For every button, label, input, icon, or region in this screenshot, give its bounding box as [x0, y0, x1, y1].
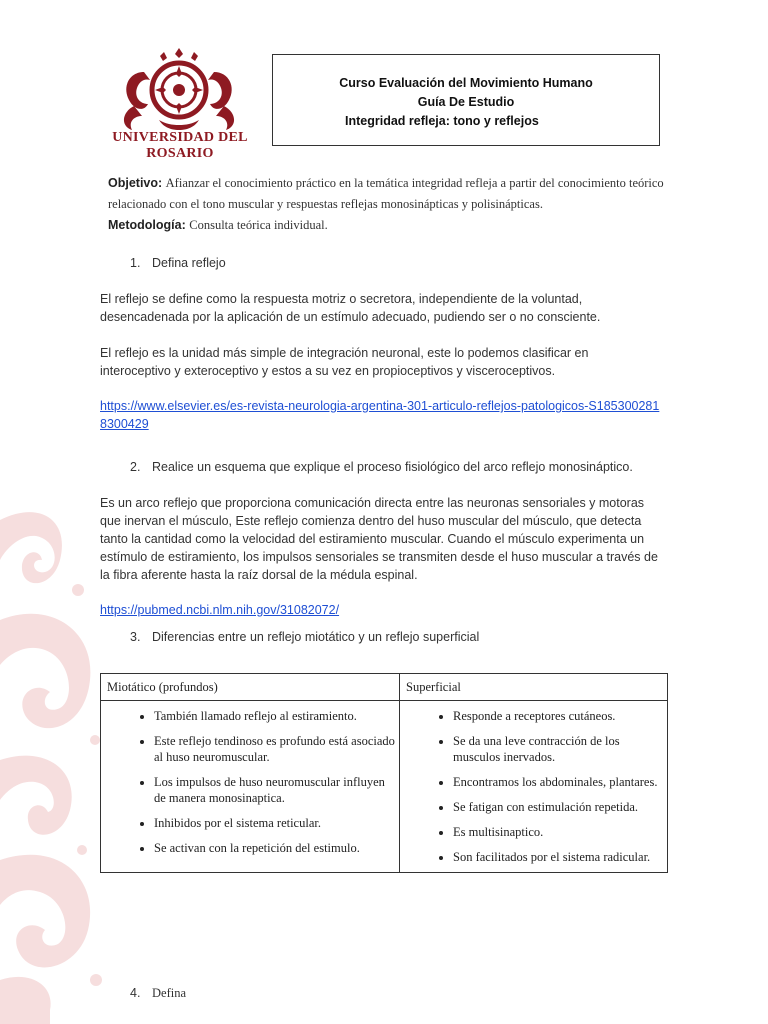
- course-header-box: [272, 54, 660, 146]
- question-4: [130, 986, 186, 1001]
- methodology-text: Consulta teórica individual.: [189, 218, 328, 232]
- table-header-miotatico: Miotático (profundos): [101, 674, 400, 701]
- objective-section: [108, 173, 668, 236]
- question-3-text: Diferencias entre un reflejo miotático y un reflejo superficial: [152, 630, 480, 644]
- decorative-ornament: [0, 480, 110, 1024]
- list-item: • Inhibidos por el sistema reticular.: [154, 815, 398, 831]
- superficial-list: [401, 708, 666, 865]
- list-item: • Son facilitados por el sistema radicular.: [453, 849, 666, 865]
- question-4-number: 4.: [130, 986, 141, 1000]
- question-2-text: Realice un esquema que explique el proceso fisiológico del arco reflejo monosináptico.: [152, 460, 633, 474]
- answer-1-paragraph-1: El reflejo se define como la respuesta motriz o secretora, independiente de la voluntad, desencadenada por la aplicación de un estímulo adecuado, pudiendo ser o no consciente.: [100, 292, 601, 324]
- question-2: [130, 460, 633, 474]
- question-3-number: 3.: [130, 630, 141, 644]
- question-1-text: Defina reflejo: [152, 256, 226, 270]
- answer-1-paragraph-2: El reflejo es la unidad más simple de integración neuronal, este lo podemos clasificar en interoceptivo y exteroceptivo y estos a su vez en propioceptivos y visceroceptivos.: [100, 346, 589, 378]
- list-item: • Se fatigan con estimulación repetida.: [453, 799, 666, 815]
- list-item: • Este reflejo tendinoso es profundo está asociado al huso neuromuscular.: [154, 733, 398, 765]
- answer-2-reference-link[interactable]: https://pubmed.ncbi.nlm.nih.gov/31082072/: [100, 603, 340, 617]
- table-header-row: [101, 674, 668, 701]
- question-1: [130, 256, 226, 270]
- question-2-number: 2.: [130, 460, 141, 474]
- objective-text: Afianzar el conocimiento práctico en la temática integridad refleja a partir del conocimiento teórico relacionado con el tono muscular y respuestas reflejas monosinápticas y polisinápticas.: [108, 176, 664, 211]
- list-item: • Se da una leve contracción de los musculos inervados.: [453, 733, 666, 765]
- university-name-logo-text: UNIVERSIDAD DEL ROSARIO: [112, 130, 248, 161]
- question-1-number: 1.: [130, 256, 141, 270]
- list-item: • Los impulsos de huso neuromuscular influyen de manera monosinaptica.: [154, 774, 398, 806]
- objective-label: Objetivo:: [108, 176, 163, 190]
- list-item: • También llamado reflejo al estiramiento.: [154, 708, 398, 724]
- question-3: [130, 630, 479, 644]
- miotatico-cell: [101, 701, 400, 873]
- topic-title: Integridad refleja: tono y reflejos: [345, 114, 539, 128]
- miotatico-list: [102, 708, 398, 856]
- question-4-text: Defina: [152, 986, 187, 1000]
- list-item: • Es multisinaptico.: [453, 824, 666, 840]
- list-item: • Encontramos los abdominales, plantares.: [453, 774, 666, 790]
- guide-title: Guía De Estudio: [417, 95, 515, 109]
- course-title: Curso Evaluación del Movimiento Humano: [339, 76, 593, 90]
- list-item: • Responde a receptores cutáneos.: [453, 708, 666, 724]
- table-body-row: [101, 701, 668, 873]
- answer-2-paragraph: Es un arco reflejo que proporciona comunicación directa entre las neuronas sensoriales y motoras que inervan el músculo, Este reflejo comienza dentro del huso muscular del músculo, que detecta tanto la cantidad como la velocidad del estiramiento muscular. Cuando el músculo experimenta un estímulo de estiramiento, los impulsos sensoriales se transmiten desde el huso muscular a través de la fibra aferente hasta la raíz dorsal de la médula espinal.: [100, 496, 658, 582]
- superficial-cell: [400, 701, 668, 873]
- answer-1-reference-link[interactable]: https://www.elsevier.es/es-revista-neurologia-argentina-301-articulo-reflejos-patologicos-S1853002818300429: [100, 399, 660, 431]
- comparison-table: [100, 673, 668, 873]
- methodology-label: Metodología:: [108, 218, 186, 232]
- table-header-superficial: Superficial: [400, 674, 668, 701]
- list-item: • Se activan con la repetición del estimulo.: [154, 840, 398, 856]
